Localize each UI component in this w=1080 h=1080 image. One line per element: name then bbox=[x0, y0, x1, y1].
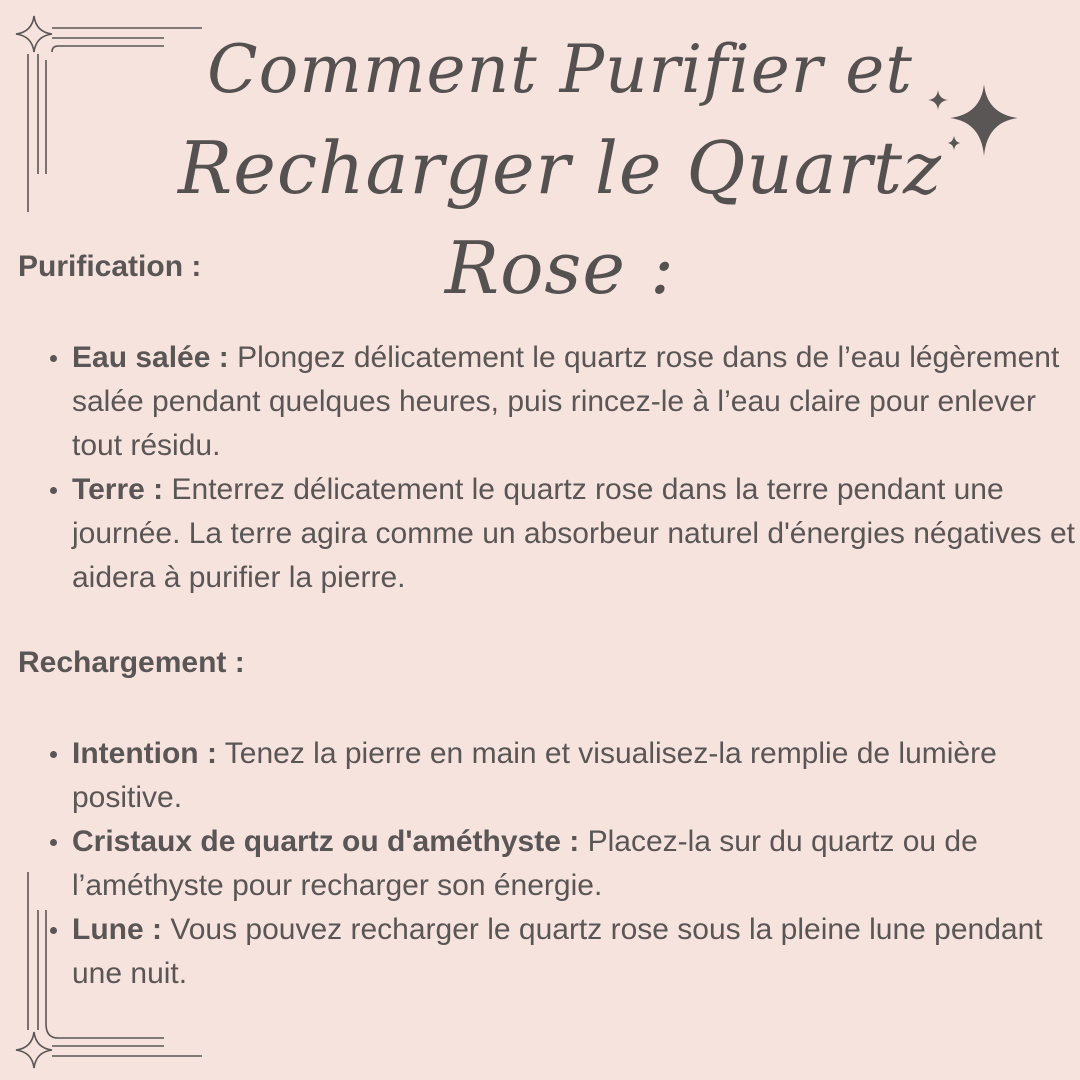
purification-heading: Purification : bbox=[18, 250, 202, 283]
list-item bbox=[72, 820, 1080, 908]
title-line-1: Comment Purifier et bbox=[207, 31, 913, 108]
list-item bbox=[72, 336, 1080, 468]
list-item bbox=[72, 908, 1080, 996]
page-title bbox=[170, 0, 950, 318]
item-text: Plongez délicatement le quartz rose dans de l’eau légèrement salée pendant quelques heures, puis rincez-le à l’eau claire pour enlever tout résidu. bbox=[72, 341, 1060, 462]
item-term: Terre : bbox=[72, 473, 164, 506]
item-term: Intention : bbox=[72, 737, 217, 770]
item-text: Vous pouvez recharger le quartz rose sous la pleine lune pendant une nuit. bbox=[72, 913, 1043, 990]
item-term: Cristaux de quartz ou d'améthyste : bbox=[72, 825, 580, 858]
list-item bbox=[72, 468, 1080, 600]
item-term: Lune : bbox=[72, 913, 162, 946]
item-term: Eau salée : bbox=[72, 341, 229, 374]
item-text: Enterrez délicatement le quartz rose dans la terre pendant une journée. La terre agira comme un absorbeur naturel d'énergies négatives et aidera à purifier la pierre. bbox=[72, 473, 1075, 594]
recharge-list bbox=[18, 732, 1080, 996]
title-line-2: Recharger le Quartz Rose : bbox=[178, 126, 942, 310]
list-item bbox=[72, 732, 1080, 820]
item-text: Placez-la sur du quartz ou de l’améthyste pour recharger son énergie. bbox=[72, 825, 978, 902]
purification-list bbox=[18, 336, 1080, 600]
item-text: Tenez la pierre en main et visualisez-la remplie de lumière positive. bbox=[72, 737, 997, 814]
recharge-heading: Rechargement : bbox=[18, 646, 245, 679]
